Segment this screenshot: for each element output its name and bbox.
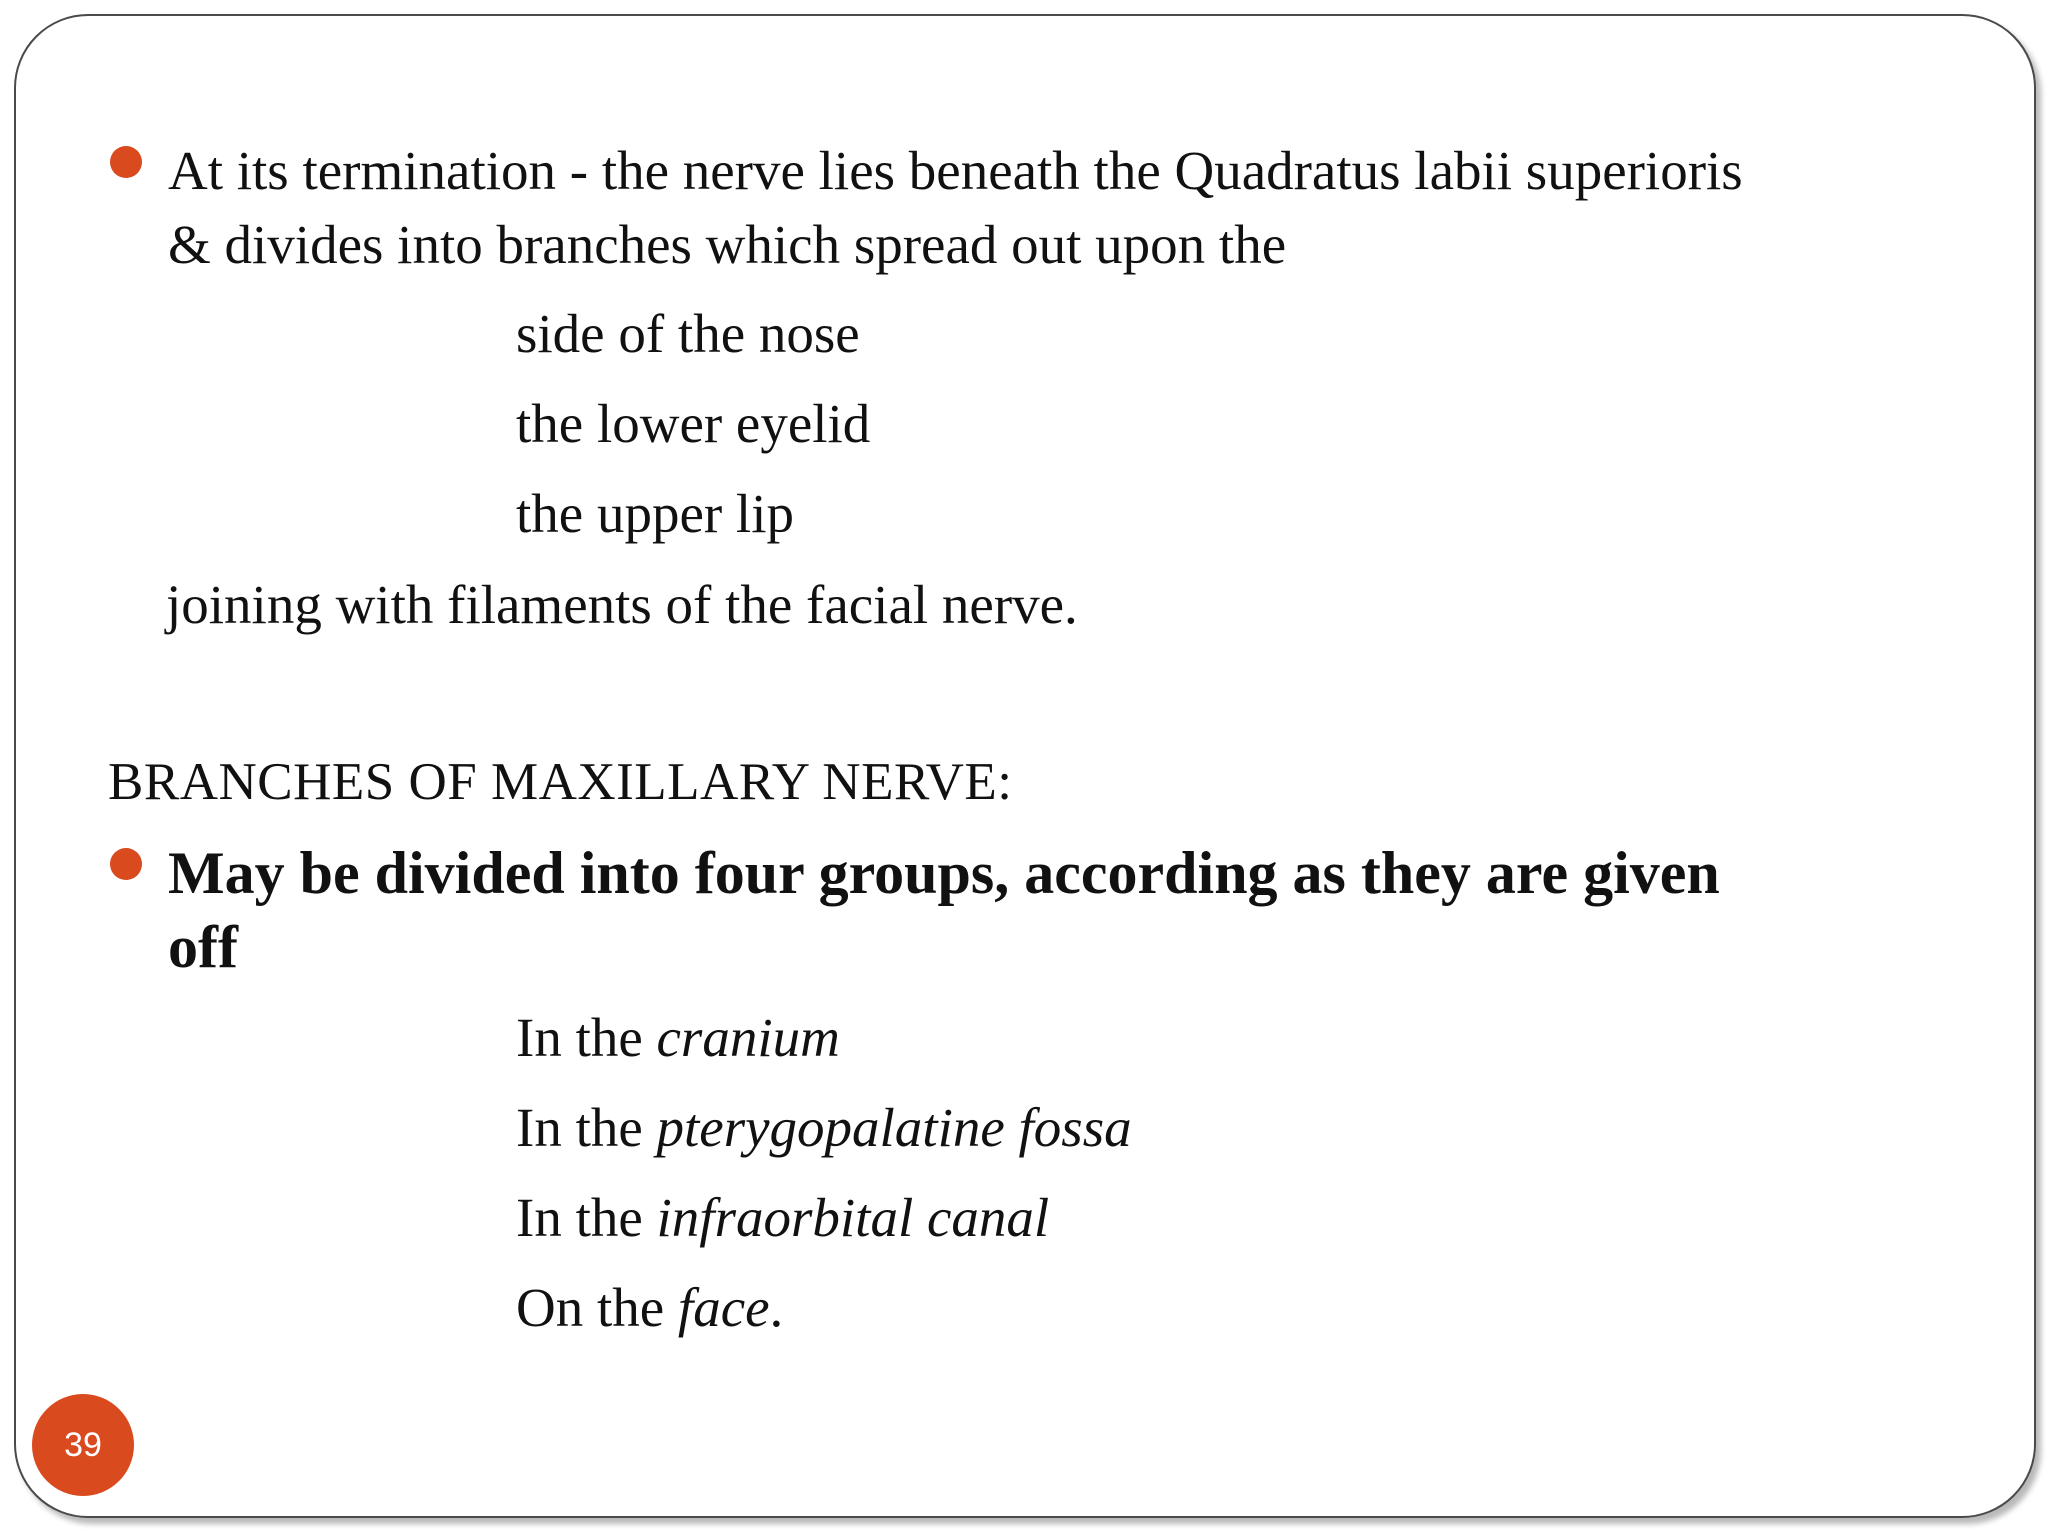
group-term: cranium [656, 1007, 840, 1068]
group-item-face [516, 1276, 783, 1339]
sub-item-eyelid: the lower eyelid [516, 393, 871, 454]
group-term: pterygopalatine fossa [656, 1097, 1132, 1158]
group-term: infraorbital canal [656, 1187, 1050, 1248]
sub-item-lip: the upper lip [516, 483, 794, 544]
bullet-2-line-2: off [168, 914, 238, 980]
group-prefix: In the [516, 1007, 657, 1068]
group-item-cranium [516, 1006, 840, 1069]
bullet-dot-icon [110, 146, 142, 178]
group-prefix: In the [516, 1187, 657, 1248]
bullet-1-line-2: & divides into branches which spread out upon the [168, 214, 1287, 275]
section-heading: BRANCHES OF MAXILLARY NERVE: [108, 753, 1013, 811]
group-item-infraorbital-canal [516, 1186, 1049, 1249]
bullet-dot-icon [110, 848, 142, 880]
bullet-1-closing: joining with filaments of the facial nerve. [166, 574, 1078, 635]
page-number: 39 [64, 1425, 102, 1464]
group-prefix: In the [516, 1097, 657, 1158]
page-number-badge [32, 1394, 134, 1496]
group-prefix: On the [516, 1277, 678, 1338]
group-suffix: . [769, 1277, 784, 1338]
sub-item-nose: side of the nose [516, 303, 860, 364]
bullet-1-line-1: At its termination - the nerve lies beneath the Quadratus labii superioris [168, 140, 1743, 201]
bullet-2-line-1: May be divided into four groups, according as they are given [168, 840, 1720, 906]
group-term: face [677, 1277, 770, 1338]
group-item-pterygopalatine-fossa [516, 1096, 1132, 1159]
